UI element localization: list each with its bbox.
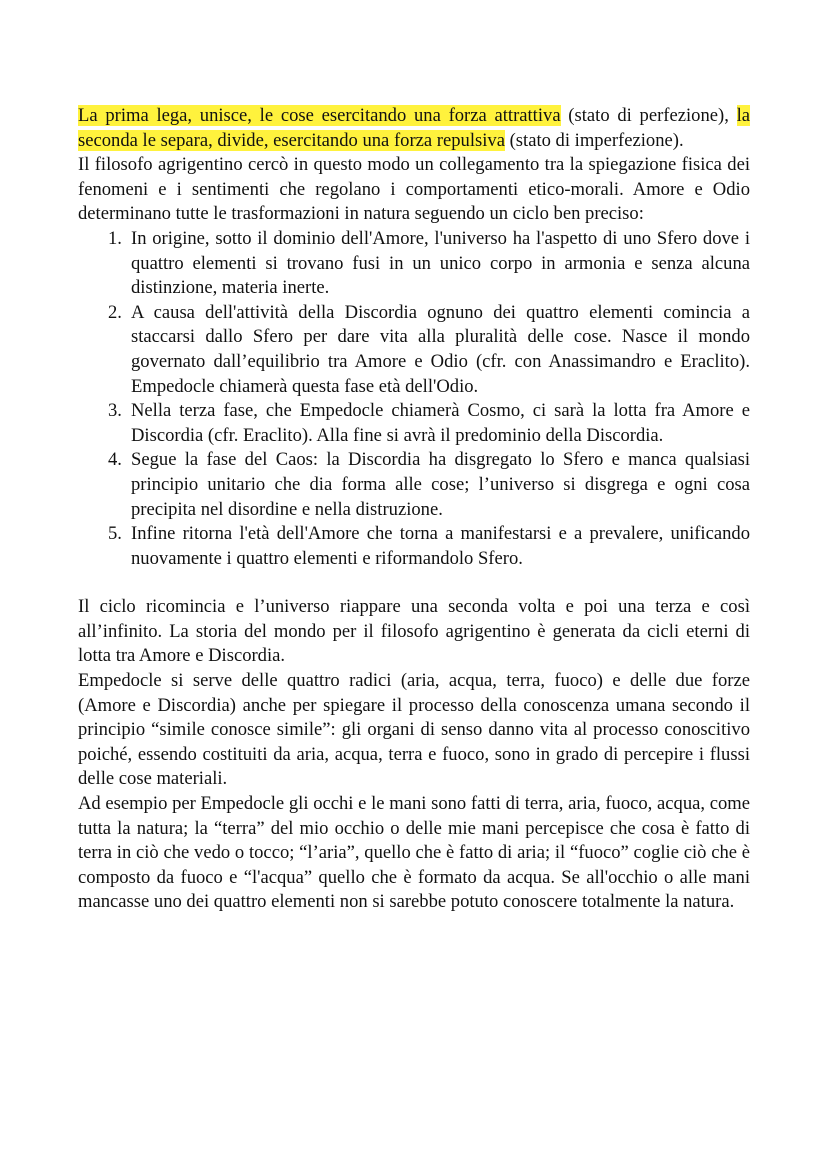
document-body bbox=[78, 104, 750, 915]
example-paragraph: Ad esempio per Empedocle gli occhi e le mani sono fatti di terra, aria, fuoco, acqua, come tutta la natura; la “terra” del mio occhio o delle mie mani percepisce che cosa è fatto di terra in ciò che vedo o tocco; “l’aria”, quello che è fatto di aria; il “fuoco” coglie ciò che è composto da fuoco e “l'acqua” quello che è formato da acqua. Se all'occhio o alle mani mancasse uno dei quattro elementi non si sarebbe potuto conoscere totalmente la natura. bbox=[78, 793, 750, 913]
list-item-text: Segue la fase del Caos: la Discordia ha disgregato lo Sfero e manca qualsiasi principio unitario che dia forma alle cose; l’universo si disgrega e ogni cosa precipita nel disordine e nella distruzione. bbox=[131, 449, 750, 520]
intro-text-2: (stato di imperfezione). bbox=[504, 129, 684, 151]
list-item-number: 1. bbox=[108, 227, 122, 249]
list-item-text: In origine, sotto il dominio dell'Amore, l'universo ha l'aspetto di uno Sfero dove i quattro elementi si trovano fusi in un unico corpo in armonia e senza alcuna distinzione, materia inerte. bbox=[131, 227, 750, 299]
list-item-number: 4. bbox=[108, 449, 122, 471]
list-item bbox=[108, 301, 750, 399]
highlight-repulsive-force: la seconda le separa, divide, esercitando una forza repulsiva bbox=[78, 105, 750, 151]
list-item bbox=[108, 399, 750, 448]
paragraph-spacer bbox=[78, 571, 750, 595]
list-item-text: Nella terza fase, che Empedocle chiamerà Cosmo, ci sarà la lotta fra Amore e Discordia (cfr. Eraclito). Alla fine si avrà il predominio della Discordia. bbox=[131, 400, 750, 446]
list-item bbox=[108, 227, 750, 301]
highlight-attractive-force: La prima lega, unisce, le cose esercitando una forza attrattiva bbox=[78, 105, 561, 126]
list-item bbox=[108, 448, 750, 522]
intro-paragraph bbox=[78, 104, 750, 153]
list-item-number: 3. bbox=[108, 400, 122, 422]
cycle-repeat-paragraph: Il ciclo ricomincia e l’universo riappare una seconda volta e poi una terza e così all’infinito. La storia del mondo per il filosofo agrigentino è generata da cicli eterni di lotta tra Amore e Discordia. bbox=[78, 596, 750, 667]
knowledge-paragraph: Empedocle si serve delle quattro radici (aria, acqua, terra, fuoco) e delle due forze (Amore e Discordia) anche per spiegare il processo della conoscenza umana secondo il principio “simile conosce simile”: gli organi di senso danno vita al processo conoscitivo poiché, essendo costituiti da aria, acqua, terra e fuoco, sono in grado di percepire i flussi delle cose materiali. bbox=[78, 670, 750, 790]
intro-text-1: (stato di perfezione), bbox=[560, 105, 737, 126]
list-item-number: 2. bbox=[108, 301, 122, 323]
cycle-intro-paragraph: Il filosofo agrigentino cercò in questo modo un collegamento tra la spiegazione fisica dei fenomeni e i sentimenti che regolano i comportamenti etico-morali. Amore e Odio determinano tutte le trasformazioni in natura seguendo un ciclo ben preciso: bbox=[78, 154, 750, 225]
list-item bbox=[108, 522, 750, 571]
list-item-text: Infine ritorna l'età dell'Amore che torna a manifestarsi e a prevalere, unificando nuovamente i quattro elementi e riformandolo Sfero. bbox=[131, 523, 750, 569]
cycle-phases-list bbox=[78, 227, 750, 571]
list-item-text: A causa dell'attività della Discordia ognuno dei quattro elementi comincia a staccarsi dallo Sfero per dare vita alla pluralità delle cose. Nasce il mondo governato dall’equilibrio tra Amore e Odio (cfr. con Anassimandro e Eraclito). Empedocle chiamerà questa fase età dell'Odio. bbox=[131, 301, 750, 397]
list-item-number: 5. bbox=[108, 523, 122, 545]
